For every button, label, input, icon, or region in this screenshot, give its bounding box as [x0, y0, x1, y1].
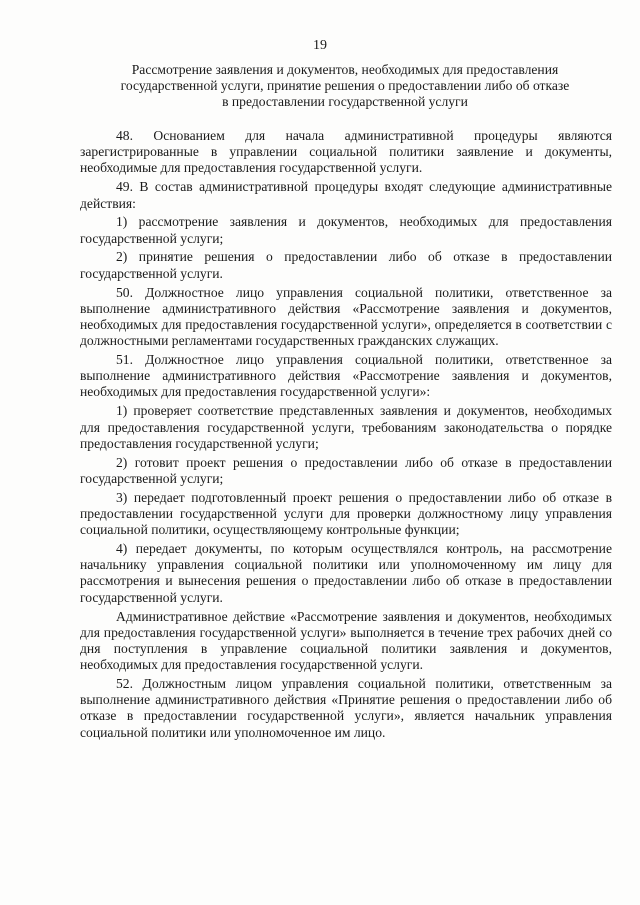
section-title	[80, 62, 610, 110]
page-number: 19	[313, 38, 327, 53]
paragraph-49: 49. В состав административной процедуры входят следующие административные действия:	[80, 179, 612, 211]
list-item: 2) готовит проект решения о предоставлении либо об отказе в предоставлении государственной услуги;	[80, 454, 612, 486]
paragraph-48: 48. Основанием для начала административной процедуры являются зарегистрированные в управлении социальной политики заявление и документы, необходимые для предоставления государственной услуги.	[80, 128, 612, 176]
paragraph-50: 50. Должностное лицо управления социальной политики, ответственное за выполнение административного действия «Рассмотрение заявления и документов, необходимых для предоставления государственной услуги», определяется в соответствии с должностными регламентами государственных гражданских служащих.	[80, 284, 612, 349]
list-item: 1) проверяет соответствие представленных заявления и документов, необходимых для предоставления государственной услуги, требованиям законодательства о порядке предоставления государственной услуги;	[80, 403, 612, 451]
list-item: 3) передает подготовленный проект решения о предоставлении либо об отказе в предоставлении государственной услуги для проверки должностному лицу управления социальной политики, осуществляющему контрольные функции;	[80, 489, 612, 538]
section-title-line: государственной услуги, принятие решения о предоставлении либо об отказе	[120, 78, 570, 93]
list-item: 2) принятие решения о предоставлении либо об отказе в предоставлении государственной услуги.	[80, 249, 612, 281]
list-item: 1) рассмотрение заявления и документов, необходимых для предоставления государственной услуги;	[80, 214, 612, 246]
paragraph-deadline: Административное действие «Рассмотрение заявления и документов, необходимых для предоставления государственной услуги» выполняется в течение трех рабочих дней со дня поступления в управление социальной политики заявления и документов, необходимых для предоставления государственной услуги.	[80, 608, 612, 673]
section-title-line: в предоставлении государственной услуги	[222, 94, 468, 109]
paragraph-51: 51. Должностное лицо управления социальной политики, ответственное за выполнение административного действия «Рассмотрение заявления и документов, необходимых для предоставления государственной услуги»:	[80, 352, 612, 400]
paragraph-52: 52. Должностным лицом управления социальной политики, ответственным за выполнение административного действия «Принятие решения о предоставлении либо об отказе в предоставлении государственной услуги», является начальник управления социальной политики или уполномоченное им лицо.	[80, 676, 612, 740]
section-title-line: Рассмотрение заявления и документов, необходимых для предоставления	[131, 62, 559, 77]
list-item: 4) передает документы, по которым осуществлялся контроль, на рассмотрение начальнику управления социальной политики или уполномоченному им лицу для рассмотрения и вынесения решения о предоставлении либо об отказе в предоставлении государственной услуги.	[80, 541, 612, 605]
body-text	[80, 128, 612, 744]
